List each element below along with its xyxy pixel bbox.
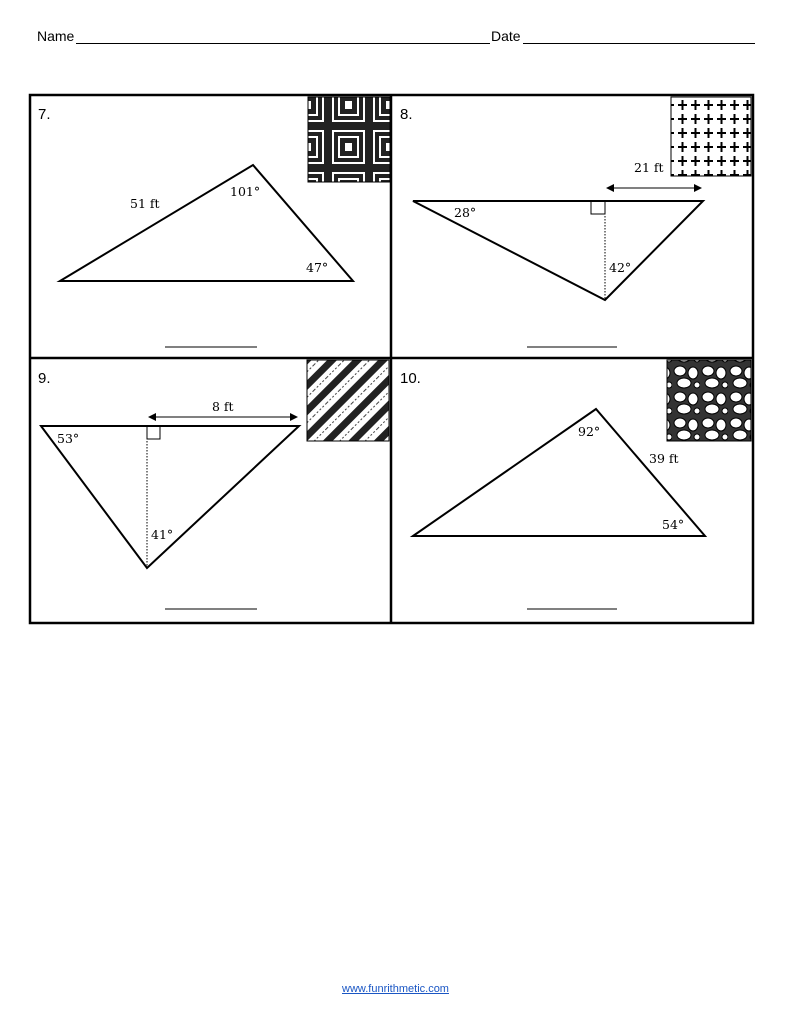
footer-link[interactable]: www.funrithmetic.com [342, 983, 449, 995]
problem-number: 10. [400, 370, 421, 387]
side-label: 51 ft [130, 196, 160, 211]
angle-label: 101° [230, 184, 261, 199]
right-angle-icon [591, 201, 605, 214]
texture-squares-icon [308, 97, 390, 182]
angle-label: 28° [454, 205, 477, 220]
texture-plus-icon [671, 97, 751, 176]
side-label: 21 ft [634, 160, 664, 175]
problem-10 [400, 360, 751, 609]
angle-label: 54° [662, 517, 685, 532]
angle-label: 53° [57, 431, 80, 446]
name-label: Name [37, 28, 75, 44]
date-label: Date [491, 28, 521, 44]
problem-number: 9. [38, 370, 51, 387]
texture-stripes-icon [307, 360, 389, 441]
side-label: 39 ft [649, 451, 679, 466]
problem-7 [38, 97, 390, 347]
angle-label: 41° [151, 527, 174, 542]
angle-label: 92° [578, 424, 601, 439]
angle-label: 47° [306, 260, 329, 275]
side-label: 8 ft [212, 399, 234, 414]
problem-number: 8. [400, 106, 413, 123]
problem-number: 7. [38, 106, 51, 123]
angle-label: 42° [609, 260, 632, 275]
triangle [41, 426, 299, 568]
problem-9 [38, 360, 389, 609]
right-angle-icon [147, 426, 160, 439]
texture-stones-icon [667, 360, 751, 441]
problem-8 [400, 97, 751, 347]
